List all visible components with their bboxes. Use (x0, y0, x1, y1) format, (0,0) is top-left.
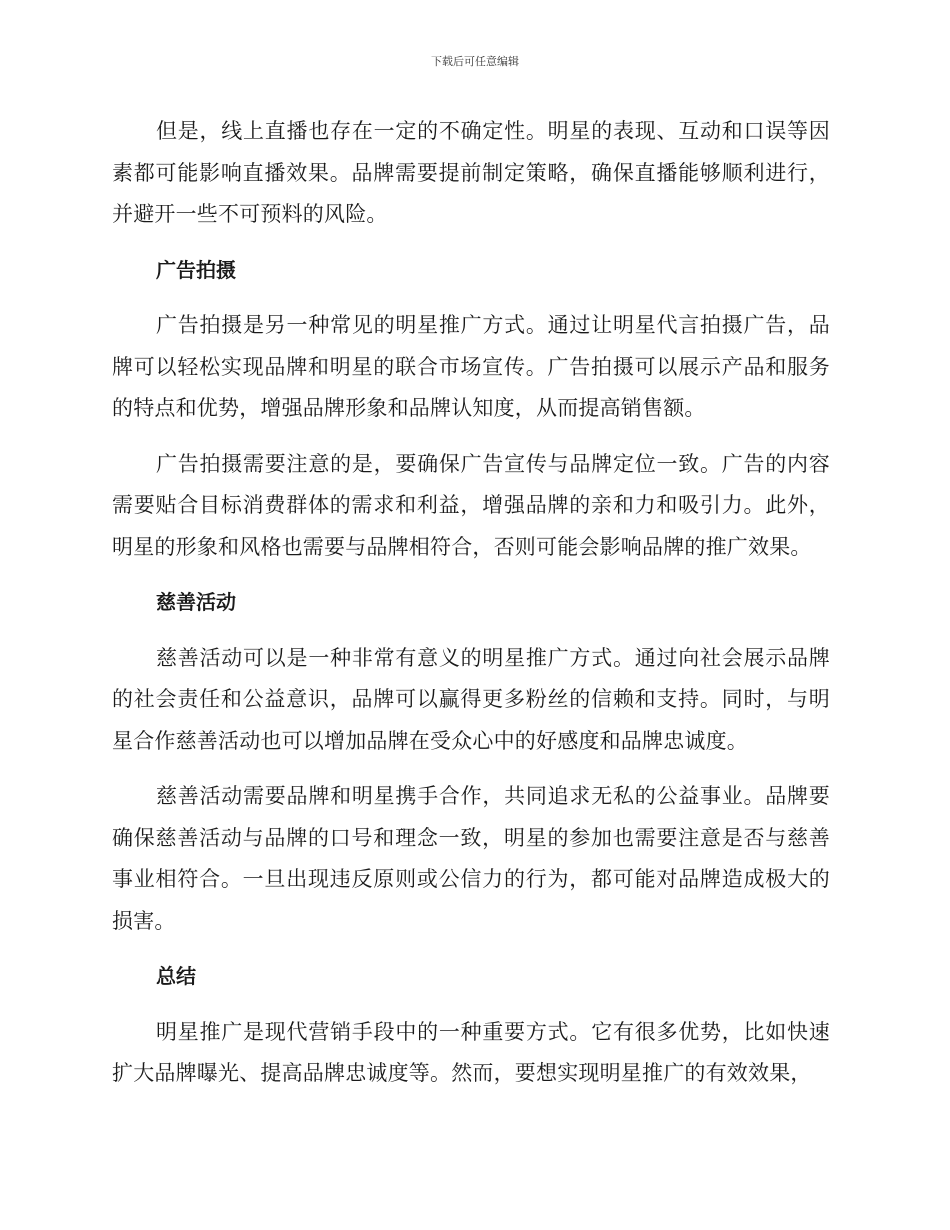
paragraph-ad-shooting-intro: 广告拍摄是另一种常见的明星推广方式。通过让明星代言拍摄广告，品牌可以轻松实现品牌和明星的联合市场宣传。广告拍摄可以展示产品和服务的特点和优势，增强品牌形象和品牌认知度，从而提高销售额。 (112, 313, 830, 420)
paragraph-charity-notes: 慈善活动需要品牌和明星携手合作，共同追求无私的公益事业。品牌要确保慈善活动与品牌的口号和理念一致，明星的参加也需要注意是否与慈善事业相符合。一旦出现违反原则或公信力的行为，都可能对品牌造成极大的损害。 (112, 784, 830, 933)
paragraph-ad-shooting-notes: 广告拍摄需要注意的是，要确保广告宣传与品牌定位一致。广告的内容需要贴合目标消费群体的需求和利益，增强品牌的亲和力和吸引力。此外，明星的形象和风格也需要与品牌相符合，否则可能会影响品牌的推广效果。 (112, 451, 830, 559)
document-body (112, 111, 830, 1095)
paragraph-charity-intro: 慈善活动可以是一种非常有意义的明星推广方式。通过向社会展示品牌的社会责任和公益意识，品牌可以赢得更多粉丝的信赖和支持。同时，与明星合作慈善活动也可以增加品牌在受众心中的好感度和品牌忠诚度。 (112, 645, 830, 753)
heading-charity: 慈善活动 (156, 590, 236, 614)
page-header: 下载后可任意编辑 (431, 55, 519, 68)
paragraph-summary: 明星推广是现代营销手段中的一种重要方式。它有很多优势，比如快速扩大品牌曝光、提高品牌忠诚度等。然而，要想实现明星推广的有效效果， (112, 1019, 830, 1085)
heading-ad-shooting: 广告拍摄 (156, 257, 236, 282)
paragraph-live-stream-risk: 但是，线上直播也存在一定的不确定性。明星的表现、互动和口误等因素都可能影响直播效果。品牌需要提前制定策略，确保直播能够顺利进行，并避开一些不可预料的风险。 (112, 119, 830, 226)
heading-summary: 总结 (156, 964, 196, 988)
